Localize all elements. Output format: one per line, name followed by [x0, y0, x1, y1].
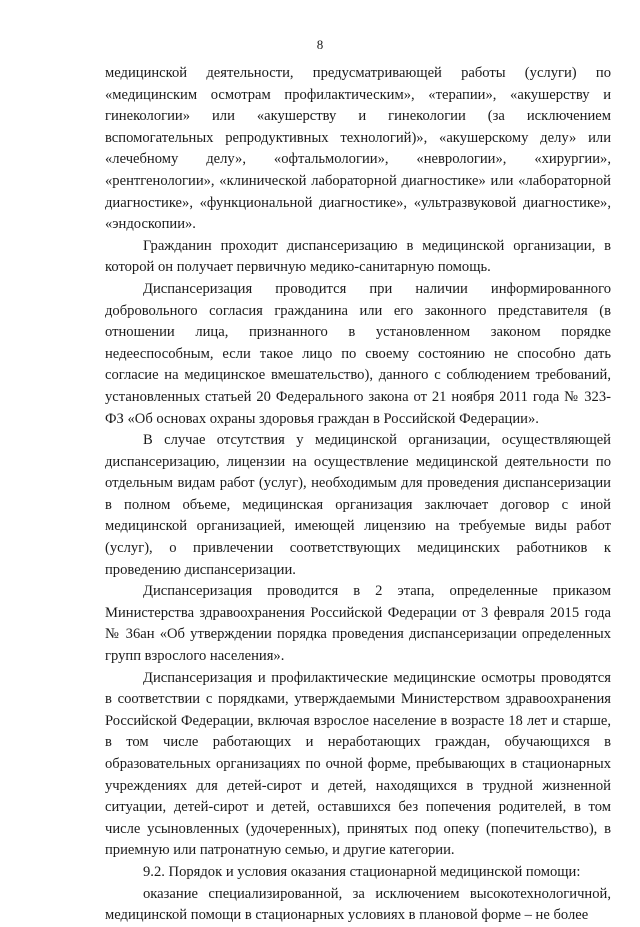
paragraph-two-stages: Диспансеризация проводится в 2 этапа, определенные приказом Министерства здравоохранения Российской Федерации от 3 февраля 2015 года № 36ан «Об утверждении порядка проведения диспансеризации определенных групп взрослого населения». — [105, 583, 611, 665]
paragraph-licensed-services: медицинской деятельности, предусматривающей работы (услуги) по «медицинским осмотрам профилактическим», «терапии», «акушерству и гинекологии» или «акушерству и гинекологии (за исключением вспомогательных репродуктивных технологий)», «акушерскому делу» или «лечебному делу», «офтальмологии», «неврологии», «хирургии», «рентгенологии», «клинической лабораторной диагностике» или «лабораторной диагностике», «функциональной диагностике», «ультразвуковой диагностике», «эндоскопии». — [105, 65, 611, 233]
paragraph-population-categories: Диспансеризация и профилактические медицинские осмотры проводятся в соответствии с порядками, утверждаемыми Министерством здравоохранения Российской Федерации, включая взрослое население в возрасте 18 лет и старше, в том числе работающих и неработающих граждан, обучающихся в образовательных организациях по очной форме, пребывающих в стационарных учреждениях для детей-сирот и детей, находящихся в трудной жизненной ситуации, детей-сирот и детей, оставшихся без попечения родителей, в том числе усыновленных (удочеренных), принятых под опеку (попечительство), в приемную или патронатную семью, и другие категории. — [105, 669, 611, 859]
paragraph-where-citizen-examined: Гражданин проходит диспансеризацию в медицинской организации, в которой он получает первичную медико-санитарную помощь. — [105, 237, 611, 276]
page-number: 8 — [316, 37, 324, 52]
paragraph-no-license-contract: В случае отсутствия у медицинской организации, осуществляющей диспансеризацию, лицензии на осуществление медицинской деятельности по отдельным видам работ (услуг), необходимым для проведения диспансеризации в полном объеме, медицинская организация заключает договор с иной медицинской организацией, имеющей лицензию на требуемые виды работ (услуг), о привлечении соответствующих медицинских работников к проведению диспансеризации. — [105, 432, 611, 578]
paragraph-specialized-care: оказание специализированной, за исключением высокотехнологичной, медицинской помощи в стационарных условиях в плановой форме – не более — [105, 885, 611, 924]
paragraph-informed-consent: Диспансеризация проводится при наличии информированного добровольного согласия гражданина или его законного представителя (в отношении лица, признанного в установленном законом порядке недееспособным, если такое лицо по своему состоянию не способно дать согласие на медицинское вмешательство), данного с соблюдением требований, установленных статьей 20 Федерального закона от 21 ноября 2011 года № 323-ФЗ «Об основах охраны здоровья граждан в Российской Федерации». — [105, 280, 611, 427]
document-body — [105, 63, 611, 927]
section-heading-9-2: 9.2. Порядок и условия оказания стационарной медицинской помощи: — [143, 863, 581, 880]
